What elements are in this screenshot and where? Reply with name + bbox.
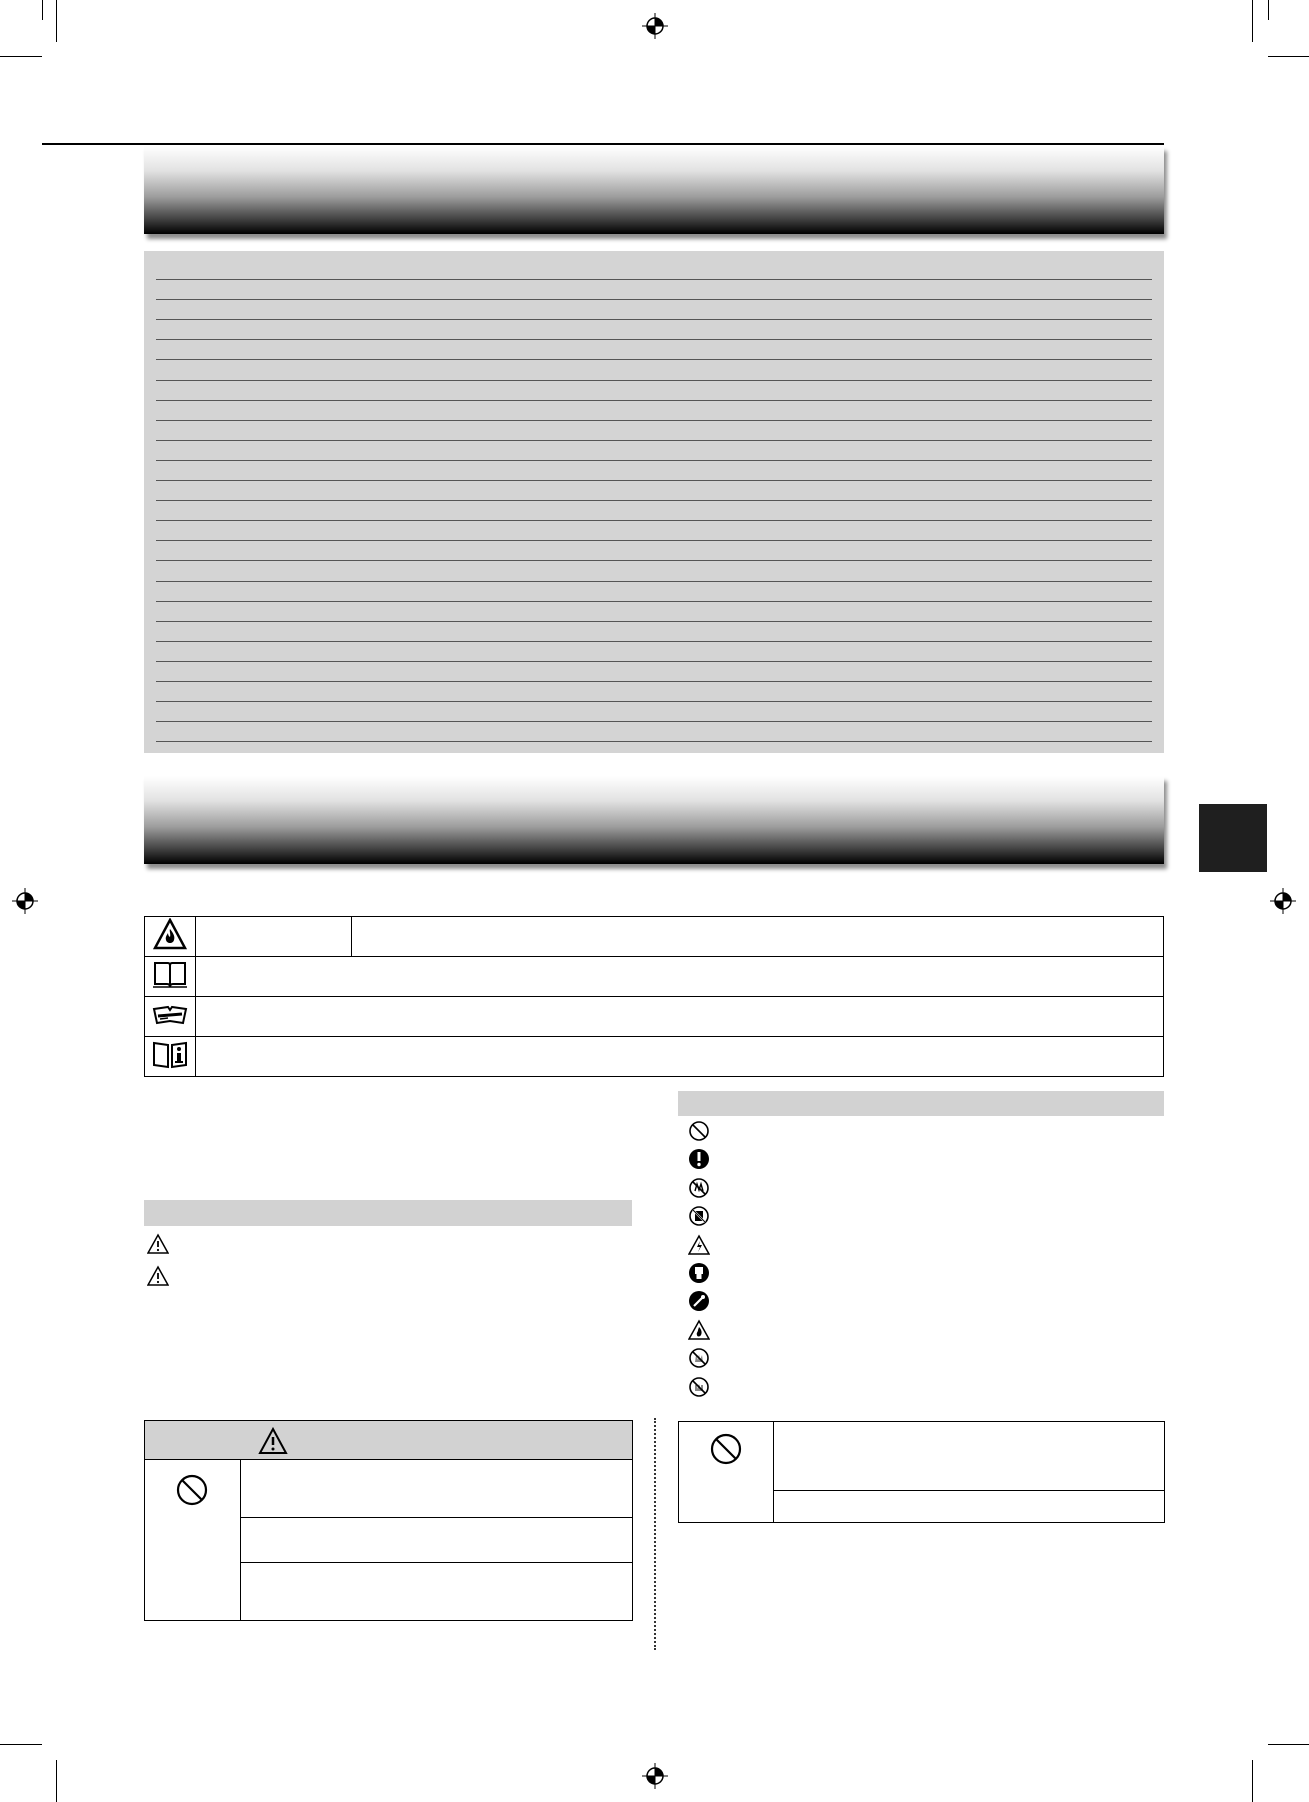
column-divider [773,1421,774,1523]
contents-rule-line [156,319,1152,320]
mandatory-icon [688,1148,710,1170]
contents-rule-line [156,420,1152,421]
label-cell [196,917,352,957]
crop-mark [1268,1744,1309,1745]
contents-rule-line [156,721,1152,722]
prohibited-icon [175,1473,209,1507]
warning-triangle-icon [258,1427,288,1455]
warning-table-header [145,1421,632,1460]
crop-mark [56,1760,57,1802]
section-header-bar [144,146,1164,234]
contents-rule-line [156,681,1152,682]
contents-rule-line [156,581,1152,582]
flammable-warning-icon [153,918,187,950]
text-cell [196,997,1164,1037]
warning-legend-header [144,1200,632,1226]
crop-mark [42,0,43,20]
caution-triangle-icon [147,1265,169,1287]
icon-cell [145,957,196,997]
crop-mark [56,0,57,42]
contents-rule-line [156,661,1152,662]
contents-rule-line [156,741,1152,742]
column-divider [240,1460,241,1620]
contents-rule-line [156,560,1152,561]
contents-rule-line [156,641,1152,642]
row-divider [773,1490,1165,1491]
contents-rule-line [156,480,1152,481]
contents-rule-line [156,540,1152,541]
registration-mark-icon [1270,888,1296,914]
no-fingers-icon [688,1376,710,1398]
symbols-legend-header [678,1091,1164,1116]
contents-rule-line [156,621,1152,622]
text-cell [196,957,1164,997]
contents-rule-line [156,299,1152,300]
no-touch-icon [688,1347,710,1369]
no-water-icon [688,1205,710,1227]
crop-mark [1252,0,1253,42]
contents-rule-line [156,701,1152,702]
fire-icon [688,1319,710,1341]
prohibition-table [678,1421,1165,1523]
language-side-tab [1199,804,1267,872]
contents-rule-line [156,440,1152,441]
contents-rule-line [156,500,1152,501]
crop-mark [0,1744,42,1745]
contents-rule-line [156,279,1152,280]
contents-rule-line [156,339,1152,340]
crop-mark [1268,56,1309,57]
row-divider [240,1562,632,1563]
icon-cell [145,1037,196,1077]
table-row [145,997,1164,1037]
symbol-table [144,916,1164,1077]
unplug-icon [688,1262,710,1284]
service-manual-icon [150,1001,190,1027]
ground-icon [688,1290,710,1312]
table-row [145,957,1164,997]
contents-rule-line [156,601,1152,602]
contents-box [144,251,1164,753]
top-rule [42,143,1164,145]
crop-mark [0,56,42,57]
column-separator [654,1418,656,1650]
contents-rule-line [156,380,1152,381]
contents-rule-line [156,460,1152,461]
icon-cell [145,997,196,1037]
table-row [145,917,1164,957]
electric-shock-icon [688,1234,710,1256]
registration-mark-icon [12,888,38,914]
crop-mark [1252,1760,1253,1802]
table-row [145,1037,1164,1077]
info-manual-icon [151,1039,189,1069]
read-manual-icon [152,959,188,989]
contents-rule-line [156,359,1152,360]
contents-rule-line [156,400,1152,401]
text-cell [196,1037,1164,1077]
registration-mark-icon [642,1763,668,1789]
row-divider [240,1517,632,1518]
section-header-bar [144,776,1164,864]
text-cell [352,917,1164,957]
contents-rule-line [156,520,1152,521]
icon-cell [145,917,196,957]
crop-mark [1268,0,1269,20]
prohibited-icon [688,1120,710,1142]
prohibited-icon [709,1432,743,1466]
no-wet-hands-icon [688,1177,710,1199]
registration-mark-icon [642,13,668,39]
warning-triangle-icon [147,1233,169,1255]
